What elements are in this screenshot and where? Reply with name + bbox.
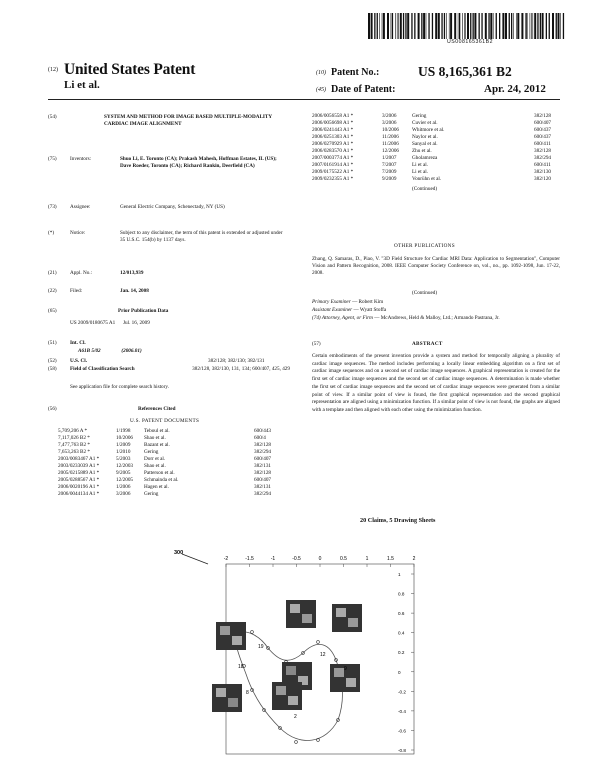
field-code-21: (21) <box>48 270 57 276</box>
barcode-bar <box>490 13 492 39</box>
barcode-bar <box>530 13 531 39</box>
barcode-number: US008165361B2 <box>446 39 494 45</box>
header-code-12: (12) <box>48 67 58 73</box>
left-references-table: 5,709,206 A * 1/1998 Teboul et al. 600/443 7,117,026 B2 * 10/2006 Shao et al. 600/4 7,477,763 B2 * 1/2009 Bazant et al. 382/128 7,653,263 B2 * 1/2010 Gering 382/294 2003/0083467 A1 * 5/2003 Dorr et al. 600/407 2003/0233039 A1 * 12/2003 Shao et al. 382/131 2005/0215889 A1 * 9/2005 Patterson et al. 382/128 2005/0288567 A1 * 12/2005 Schmainda et al. 600/407 2006/0020196 A1 * 1/2006 Hagen et al. 382/131 2006/0044134 A1 * 3/2006 Gering 382/294 <box>58 428 272 497</box>
inventor-line: Li et al. <box>64 79 100 91</box>
x-tick-label: -1.5 <box>245 556 254 562</box>
appl-no-label: Appl. No.: <box>70 270 93 276</box>
barcode-bar <box>387 13 389 39</box>
barcode-bar <box>423 13 425 39</box>
barcode-bar <box>526 13 527 39</box>
barcode-bar <box>509 13 510 39</box>
barcode-bar <box>499 13 500 39</box>
field-code-52: (52) <box>48 358 57 364</box>
barcode-bar <box>377 13 378 39</box>
trajectory-point <box>295 741 298 744</box>
us-patent-docs-heading: U.S. PATENT DOCUMENTS <box>130 418 200 424</box>
field-code-73: (73) <box>48 204 57 210</box>
prior-pub-heading: Prior Publication Data <box>118 308 169 314</box>
barcode-bar <box>397 13 398 39</box>
y-tick-label: 0 <box>398 669 401 675</box>
point-label: 9 <box>344 666 347 672</box>
barcode-bar <box>537 13 538 39</box>
barcode-bar <box>374 13 375 39</box>
barcode-bar <box>540 13 541 39</box>
barcode-bar <box>400 13 402 39</box>
trajectory-point <box>317 641 320 644</box>
date-label: Date of Patent: <box>331 84 396 95</box>
barcode-bar <box>549 13 550 39</box>
thumbnail-image <box>216 622 246 650</box>
barcode-bar <box>493 13 494 39</box>
notice-value: Subject to any disclaimer, the term of this patent is extended or adjusted under 35 U.S.C. 154(b) by 1137 days. <box>120 230 283 244</box>
barcode-bar <box>435 13 437 39</box>
barcode-bar <box>405 13 406 39</box>
trajectory-point <box>251 631 254 634</box>
field-code-56: (56) <box>48 406 57 412</box>
barcode <box>368 13 568 39</box>
abstract-text: Certain embodiments of the present invention provide a system and method for temporally aligning a plurality of cardiac image sequences. The method includes performing a locally linear embedding algorithm on a first set of cardiac image sequences and on a second set of cardiac image sequences. A graphical representation is created for the first set of cardiac image sequences and the second set of cardiac image sequences. A determination is made whether the first set of cardiac image sequences and the second set of cardiac image sequences were generated from a similar point of view. If a similar point of view is found, the first graphical representation and the second graphical representation are aligned using a minimization function. If a similar point of view is not found, the graphs are aligned with a template and then aligned with each other using the minimization function. <box>312 353 560 413</box>
patent-date: Apr. 24, 2012 <box>484 83 546 95</box>
field-code-75: (75) <box>48 156 57 162</box>
barcode-bar <box>450 13 452 39</box>
barcode-bar <box>432 13 433 39</box>
point-label: 19 <box>258 644 264 650</box>
attorney-line: (74) Attorney, Agent, or Firm — McAndrews, Held & Malloy, Ltd.; Armando Pastrana, Jr. <box>312 315 500 321</box>
y-tick-label: 0.6 <box>398 611 405 617</box>
plot-frame <box>226 564 414 754</box>
x-tick-label: 1 <box>365 556 369 562</box>
barcode-bar <box>502 13 504 39</box>
thumbnail-image <box>286 600 316 628</box>
barcode-bar <box>516 13 517 39</box>
date-code: (45) <box>316 87 326 93</box>
y-tick-label: -0.8 <box>398 748 406 753</box>
y-tick-label: 0.4 <box>398 630 405 636</box>
x-tick-label: 0.5 <box>340 556 347 562</box>
y-tick-label: 0.2 <box>398 650 405 656</box>
barcode-bar <box>449 13 450 39</box>
document-title: United States Patent <box>64 61 196 78</box>
barcode-bar <box>473 13 474 39</box>
right-references-table: 2006/0056558 A1 * 3/2006 Gering 382/128 2006/0056698 A1 * 3/2006 Cuvier et al. 600/407 2006/0241443 A1 * 10/2006 Whitmore et al. 600/437 2006/0251303 A1 * 11/2006 Naylor et al. 600/437 2006/0270929 A1 * 11/2006 Sanyal et al. 600/411 2006/0283570 A1 * 12/2006 Zhu et al. 382/128 2007/0003774 A1 * 1/2007 Gholamreza 382/294 2007/0161914 A1 * 7/2007 Li et al. 600/411 2009/0175522 A1 * 7/2009 Li et al. 382/130 2009/0232355 A1 * 9/2009 Vonrühn et al. 382/120 <box>312 113 552 182</box>
barcode-bar <box>533 13 534 39</box>
barcode-bar <box>454 13 456 39</box>
point-label: 2 <box>294 714 297 720</box>
assignee-value: General Electric Company, Schenectady, NY (US) <box>120 204 225 210</box>
invention-title: SYSTEM AND METHOD FOR IMAGE BASED MULTIPLE-MODALITY CARDIAC IMAGE ALIGNMENT <box>104 114 272 128</box>
ref-leader-line <box>182 554 208 564</box>
inventors-value: Shuo Li, E. Toronto (CA); Prakash Mahesh, Hoffman Estates, IL (US); Dave Roeder, Toronto (CA); Richard Rankin, Deerfield (CA) <box>120 156 277 170</box>
thumbnail-image <box>272 682 302 710</box>
barcode-bar <box>382 13 383 39</box>
barcode-bar <box>560 13 561 39</box>
patent-number: US 8,165,361 B2 <box>418 64 512 79</box>
field-code-22: (22) <box>48 288 57 294</box>
x-tick-label: -1 <box>270 556 276 562</box>
us-cl-label: U.S. Cl. <box>70 358 88 364</box>
barcode-bar <box>496 13 497 39</box>
filed-value: Jan. 14, 2008 <box>120 288 149 294</box>
barcode-bar <box>531 13 532 39</box>
barcode-bar <box>379 13 380 39</box>
thumbnail-image <box>212 684 242 712</box>
barcode-bar <box>511 13 512 39</box>
barcode-bar <box>441 13 442 39</box>
continued-label: (Continued) <box>412 290 438 296</box>
header-rule <box>48 99 560 100</box>
x-tick-label: -2 <box>223 556 229 562</box>
references-heading: References Cited <box>138 406 176 412</box>
barcode-bar <box>391 13 392 39</box>
abstract-heading: ABSTRACT <box>412 341 443 347</box>
field-code-58: (58) <box>48 366 57 372</box>
barcode-bar <box>525 13 526 39</box>
barcode-bar <box>485 13 487 39</box>
barcode-bar <box>542 13 544 39</box>
figure-ref-label: 300 <box>174 550 184 556</box>
barcode-bar <box>563 13 564 39</box>
point-label: 18 <box>238 664 244 670</box>
barcode-bar <box>428 13 429 39</box>
barcode-bar <box>371 13 373 39</box>
barcode-bar <box>383 13 385 39</box>
barcode-bar <box>488 13 489 39</box>
field-code-54: (54) <box>48 114 57 120</box>
barcode-bar <box>464 13 465 39</box>
notice-label: Notice: <box>70 230 86 236</box>
point-label: 8 <box>246 690 249 696</box>
inventors-label: Inventors: <box>70 156 92 162</box>
barcode-bar <box>465 13 466 39</box>
other-pubs-text: Zhang, Q. Samaras, D., Piao, V. "3D Field Structure for Cardiac MRI Data: Application to Segmentation", Computer Vision and Pattern Recognition, 2008. IEEE Computer Society Conference on, vol., no., pp. 1092-1098, Jun. 17-22, 2008. <box>312 256 560 277</box>
thumbnail-image <box>332 604 362 632</box>
y-tick-label: -0.6 <box>398 728 406 734</box>
appl-no-value: 12/013,939 <box>120 270 144 276</box>
barcode-bar <box>462 13 463 39</box>
x-tick-label: 0 <box>318 556 322 562</box>
int-cl-value: A61B 5/02 (2006.01) <box>78 348 142 354</box>
patent-no-label: Patent No.: <box>331 67 380 78</box>
int-cl-label: Int. Cl. <box>70 340 86 346</box>
point-label: 12 <box>320 652 326 658</box>
prior-pub-value: US 2009/0180675 A1 Jul. 16, 2009 <box>70 320 150 326</box>
y-tick-label: 0.8 <box>398 591 405 597</box>
barcode-bar <box>403 13 404 39</box>
x-axis-ticks <box>224 556 416 567</box>
barcode-bar <box>552 13 554 39</box>
barcode-bar <box>407 13 409 39</box>
barcode-bar <box>558 13 560 39</box>
barcode-bar <box>534 13 536 39</box>
other-pubs-heading: OTHER PUBLICATIONS <box>394 243 455 249</box>
assistant-examiner: Assistant Examiner — Wyatt Stoffa <box>312 307 387 313</box>
search-field-label: Field of Classification Search <box>70 366 135 372</box>
y-axis-ticks <box>398 572 414 753</box>
barcode-bar <box>458 13 459 39</box>
barcode-bar <box>505 13 507 39</box>
x-tick-label: 2 <box>412 556 416 562</box>
figure-1 <box>168 538 418 760</box>
claims-line: 20 Claims, 5 Drawing Sheets <box>360 517 436 524</box>
y-tick-label: -0.4 <box>398 708 406 714</box>
barcode-bar <box>421 13 422 39</box>
y-tick-label: -0.2 <box>398 689 406 695</box>
barcode-bar <box>556 13 557 39</box>
barcode-bar <box>414 13 415 39</box>
barcode-bar <box>446 13 447 39</box>
barcode-bar <box>467 13 469 39</box>
barcode-bar <box>444 13 445 39</box>
x-tick-label: -0.5 <box>292 556 301 562</box>
barcode-bar <box>481 13 482 39</box>
search-field-value: 382/128, 382/130, 131, 134; 600/407, 425, 429 <box>192 366 290 372</box>
search-history-note: See application file for complete search history. <box>70 384 169 390</box>
field-code-notice: (*) <box>48 230 55 236</box>
assignee-label: Assignee: <box>70 204 91 210</box>
barcode-bar <box>392 13 393 39</box>
barcode-bar <box>479 13 480 39</box>
barcode-bar <box>513 13 514 39</box>
barcode-bar <box>470 13 471 39</box>
barcode-bar <box>438 13 440 39</box>
right-column <box>312 113 562 533</box>
filed-label: Filed: <box>70 288 83 294</box>
field-code-51: (51) <box>48 340 57 346</box>
abstract-code: (57) <box>312 341 321 347</box>
barcode-bar <box>418 13 420 39</box>
barcode-bar <box>411 13 412 39</box>
barcode-bar <box>517 13 519 39</box>
barcode-bar <box>398 13 399 39</box>
patent-no-code: (10) <box>316 70 326 76</box>
barcode-bar <box>474 13 476 39</box>
barcode-bar <box>546 13 547 39</box>
y-tick-label: 1 <box>398 572 401 577</box>
barcode-bar <box>426 13 427 39</box>
barcode-bar <box>521 13 523 39</box>
barcode-bar <box>368 13 370 39</box>
continued-label: (Continued) <box>412 186 438 192</box>
barcode-bar <box>459 13 460 39</box>
x-tick-label: 1.5 <box>387 556 394 562</box>
barcode-bar <box>395 13 396 39</box>
us-cl-value: 382/128; 382/130; 382/131 <box>208 358 265 364</box>
field-code-65: (65) <box>48 308 57 314</box>
primary-examiner: Primary Examiner — Robert Kim <box>312 299 384 305</box>
